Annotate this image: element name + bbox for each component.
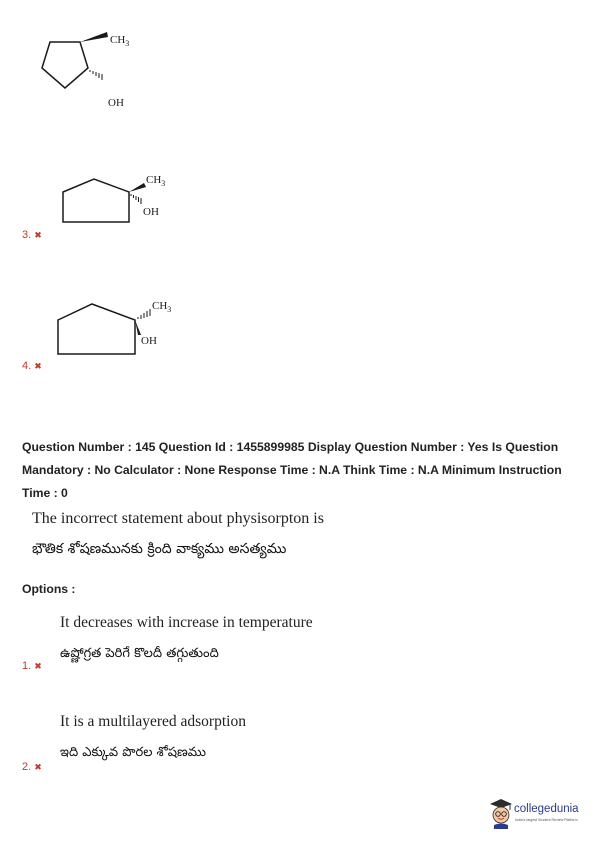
cyclopentanol-structure-option-4 (55, 295, 172, 365)
option-1-number: 1. ✖ (22, 660, 42, 672)
oh-label: OH (108, 97, 124, 109)
question-text-english: The incorrect statement about physisorpton is (32, 510, 324, 527)
cross-mark-icon: ✖ (34, 661, 42, 671)
option-4-number: 4. ✖ (22, 360, 42, 372)
collegedunia-logo[interactable] (488, 797, 588, 831)
logo-tagline: India's largest Student Review Platform (515, 818, 578, 822)
option-2-number: 2. ✖ (22, 761, 42, 773)
ch3-label: $CH_3$ (110, 34, 130, 48)
option-2-text-telugu: ఇది ఎక్కువ పొరల శోషణము (60, 745, 206, 760)
question-text-telugu: భౌతిక శోషణమునకు క్రింది వాక్యము అసత్యము (32, 541, 287, 557)
cyclopentanol-structure-top (28, 30, 138, 110)
question-metadata: Question Number : 145 Question Id : 1455899985 Display Question Number : Yes Is Question Mandatory : No Calculator : None Response Time : N.A Think Time : N.A Minimum Instruction Time : 0 (22, 440, 562, 500)
graduate-mascot-icon (488, 797, 514, 829)
ch3-label: $CH_3$ (152, 300, 172, 314)
oh-label: OH (141, 335, 157, 347)
option-1-text-telugu: ఉష్ణోగ్రత పెరిగే కొలదీ తగ్గుతుంది (60, 646, 219, 661)
option-1-text-english: It decreases with increase in temperature (60, 614, 313, 631)
cross-mark-icon: ✖ (34, 230, 42, 240)
options-heading: Options : (22, 582, 76, 596)
cross-mark-icon: ✖ (34, 361, 42, 371)
logo-wordmark: collegedunia (514, 803, 579, 815)
oh-label: OH (143, 206, 159, 218)
option-2-text-english: It is a multilayered adsorption (60, 713, 246, 730)
option-3-number: 3. ✖ (22, 229, 42, 241)
ch3-label: $CH_3$ (146, 174, 166, 188)
cyclopentanol-structure-option-3 (58, 170, 168, 230)
cross-mark-icon: ✖ (34, 762, 42, 772)
